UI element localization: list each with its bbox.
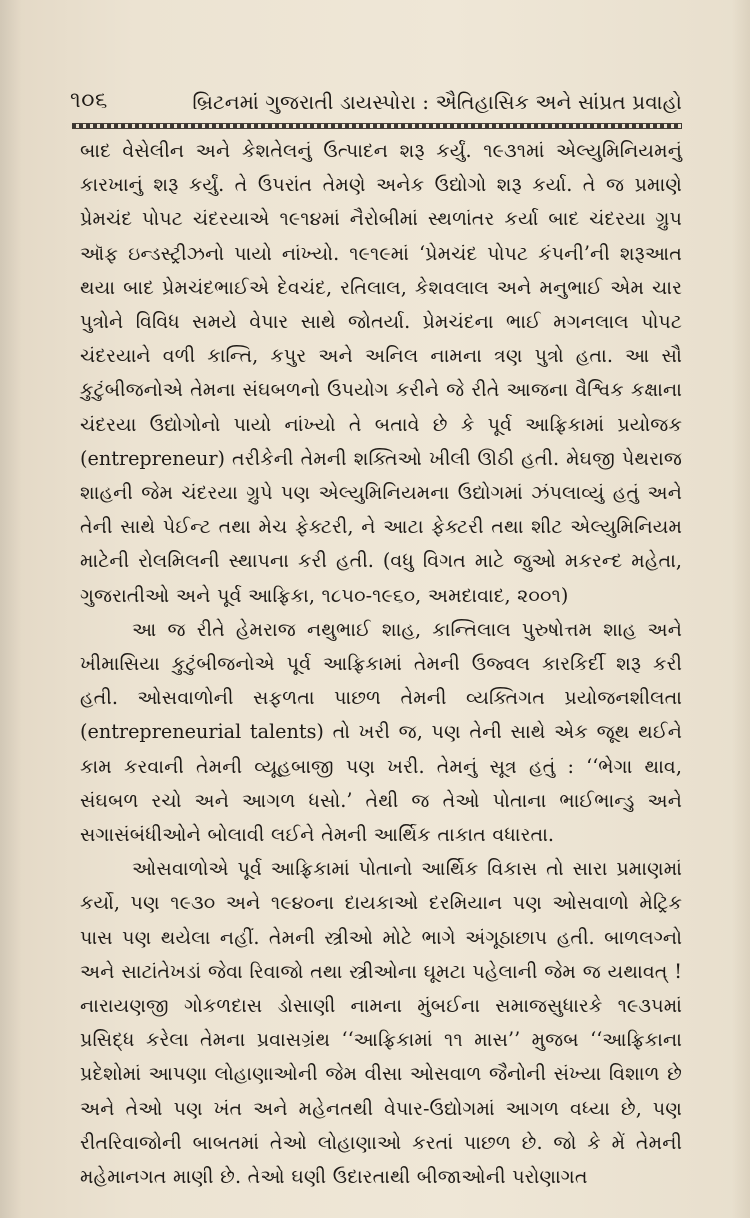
body-text (80, 134, 682, 1194)
header-divider (72, 123, 682, 129)
page-edge-shadow (732, 0, 750, 1218)
page-header (70, 82, 682, 112)
spine-shadow (0, 0, 22, 1218)
paragraph-oswal-social-life: ઓસવાળોએ પૂર્વ આફ્રિકામાં પોતાનો આર્થિક વિકાસ તો સારા પ્રમાણમાં કર્યો, પણ ૧૯૩૦ અને ૧૯૪૦ના દાયકાઓ દરમિયાન પણ ઓસવાળો મેટ્રિક પાસ પણ થયેલા નહીં. તેમની સ્ત્રીઓ મોટે ભાગે અંગૂઠાછાપ હતી. બાળલગ્નો અને સાટાંતેખડાં જેવા રિવાજો તથા સ્ત્રીઓના ઘૂમટા પહેલાની જેમ જ યથાવત્ ! નારાયણજી ગોકળદાસ ડોસાણી નામના મુંબઈના સમાજસુધારકે ૧૯૩૫માં પ્રસિદ્ધ કરેલા તેમના પ્રવાસગ્રંથ ‘‘આફ્રિકામાં ૧૧ માસ’’ મુજબ ‘‘આફ્રિકાના પ્રદેશોમાં આપણા લોહાણાઓની જેમ વીસા ઓસવાળ જૈનોની સંખ્યા વિશાળ છે અને તેઓ પણ ખંત અને મહેનતથી વેપાર-ઉદ્યોગમાં આગળ વધ્યા છે, પણ રીતરિવાજોની બાબતમાં તેઓ લોહાણાઓ કરતાં પાછળ છે. જો કે મેં તેમની મહેમાનગત માણી છે. તેઓ ઘણી ઉદારતાથી બીજાઓની પરોણાગત (80, 857, 682, 1189)
running-title: બ્રિટનમાં ગુજરાતી ડાયસ્પોરા : ઐતિહાસિક અને સાંપ્રત પ્રવાહો (192, 90, 682, 114)
paragraph-continued: બાદ વેસેલીન અને કેશતેલનું ઉત્પાદન શરૂ કર્યું. ૧૯૩૧માં એલ્યુમિનિયમનું કારખાનું શરૂ કર્યું. તે ઉપરાંત તેમણે અનેક ઉદ્યોગો શરૂ કર્યા. તે જ પ્રમાણે પ્રેમચંદ પોપટ ચંદરયાએ ૧૯૧૪માં નૈરોબીમાં સ્થળાંતર કર્યા બાદ ચંદરયા ગ્રુપ ઑફ ઇન્ડસ્ટ્રીઝનો પાયો નાંખ્યો. ૧૯૧૯માં ‘પ્રેમચંદ પોપટ કંપની’ની શરૂઆત થયા બાદ પ્રેમચંદભાઈએ દેવચંદ, રતિલાલ, કેશવલાલ અને મનુભાઈ એમ ચાર પુત્રોને વિવિધ સમયે વેપાર સાથે જોતર્યા. પ્રેમચંદના ભાઈ મગનલાલ પોપટ ચંદરયાને વળી કાન્તિ, કપુર અને અનિલ નામના ત્રણ પુત્રો હતા. આ સૌ કુટુંબીજનોએ તેમના સંઘબળનો ઉપયોગ કરીને જે રીતે આજના વૈશ્વિક કક્ષાના ચંદરયા ઉદ્યોગોનો પાયો નાંખ્યો તે બતાવે છે કે પૂર્વ આફ્રિકામાં પ્રયોજક (entrepreneur) તરીકેની તેમની શક્તિઓ ખીલી ઊઠી હતી. મેઘજી પેથરાજ શાહની જેમ ચંદરયા ગ્રુપે પણ એલ્યુમિનિયમના ઉદ્યોગમાં ઝંપલાવ્યું હતું અને તેની સાથે પેઈન્ટ તથા મેચ ફેક્ટરી, ને આટા ફેક્ટરી તથા શીટ એલ્યુમિનિયમ માટેની રોલમિલની સ્થાપના કરી હતી. (વધુ વિગત માટે જુઓ મકરન્દ મહેતા, ગુજરાતીઓ અને પૂર્વ આફ્રિકા, ૧૮૫૦-૧૯૬૦, અમદાવાદ, ૨૦૦૧) (80, 139, 682, 607)
page-number: ૧૦૬ (70, 88, 108, 113)
paragraph-oswal-families: આ જ રીતે હેમરાજ નથુભાઈ શાહ, કાન્તિલાલ પુરુષોત્તમ શાહ અને ખીમાસિયા કુટુંબીજનોએ પૂર્વ આફ્રિકામાં તેમની ઉજ્વલ કારકિર્દી શરૂ કરી હતી. ઓસવાળોની સફળતા પાછળ તેમની વ્યક્તિગત પ્રયોજનશીલતા (entrepreneurial talents) તો ખરી જ, પણ તેની સાથે એક જૂથ થઈને કામ કરવાની તેમની વ્યૂહબાજી પણ ખરી. તેમનું સૂત્ર હતું : ‘‘ભેગા થાવ, સંઘબળ રચો અને આગળ ધસો.’ તેથી જ તેઓ પોતાના ભાઈભાન્ડુ અને સગાસંબંધીઓને બોલાવી લઈને તેમની આર્થિક તાકાત વધારતા. (80, 617, 682, 847)
